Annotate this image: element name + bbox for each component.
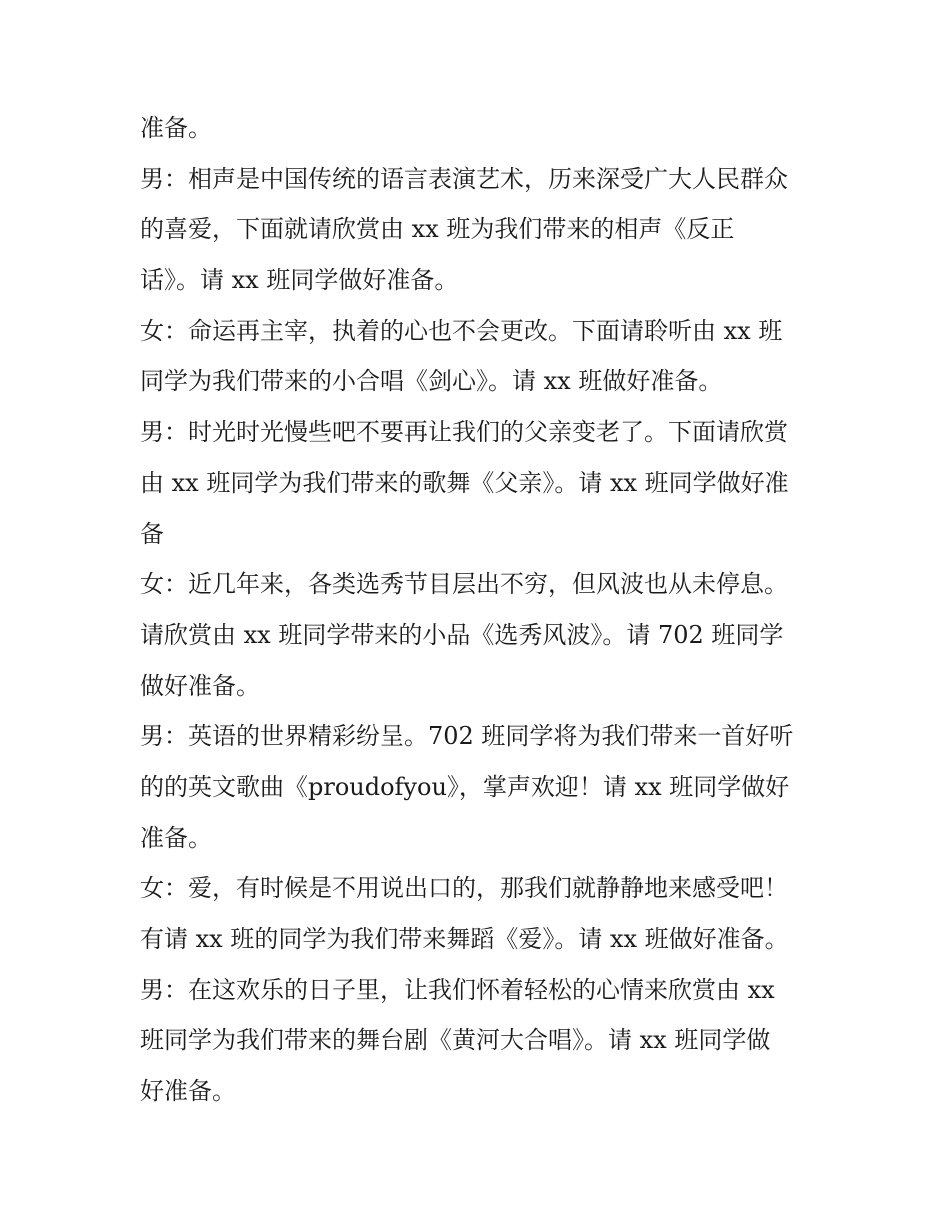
text-line: 有请 xx 班的同学为我们带来舞蹈《爱》。请 xx 班做好准备。 [140,925,789,953]
text-line: 的的英文歌曲《proudofyou》，掌声欢迎！请 xx 班同学做好 [140,772,790,801]
text-line: 准备。 [140,823,212,852]
text-line: 准备。 [140,114,212,142]
text-line: 女：命运再主宰，执着的心也不会更改。下面请聆听由 xx 班 [140,316,783,345]
text-line: 女：近几年来，各类选秀节目层出不穷，但风波也从未停息。 [140,570,788,599]
document-body [140,103,820,1117]
text-line: 同学为我们带来的小合唱《剑心》。请 xx 班做好准备。 [140,367,723,396]
text-line: 男：相声是中国传统的语言表演艺术，历来深受广大人民群众 [140,164,788,193]
text-line: 的喜爱，下面就请欣赏由 xx 班为我们带来的相声《反正 [140,215,735,244]
text-line: 好准备。 [140,1077,236,1106]
text-line: 男：时光时光慢些吧不要再让我们的父亲变老了。下面请欣赏 [140,418,788,447]
text-line: 男：英语的世界精彩纷呈。702 班同学将为我们带来一首好听 [140,722,794,751]
text-line: 请欣赏由 xx 班同学带来的小品《选秀风波》。请 702 班同学 [140,620,784,649]
text-line: 班同学为我们带来的舞台剧《黄河大合唱》。请 xx 班同学做 [140,1026,771,1055]
text-line: 男：在这欢乐的日子里，让我们怀着轻松的心情来欣赏由 xx [140,975,775,1004]
text-line: 话》。请 xx 班同学做好准备。 [140,266,459,295]
text-line: 备 [140,519,164,548]
text-line: 女：爱，有时候是不用说出口的，那我们就静静地来感受吧！ [140,874,788,903]
text-line: 由 xx 班同学为我们带来的歌舞《父亲》。请 xx 班同学做好准 [140,468,789,497]
text-line: 做好准备。 [140,671,260,700]
